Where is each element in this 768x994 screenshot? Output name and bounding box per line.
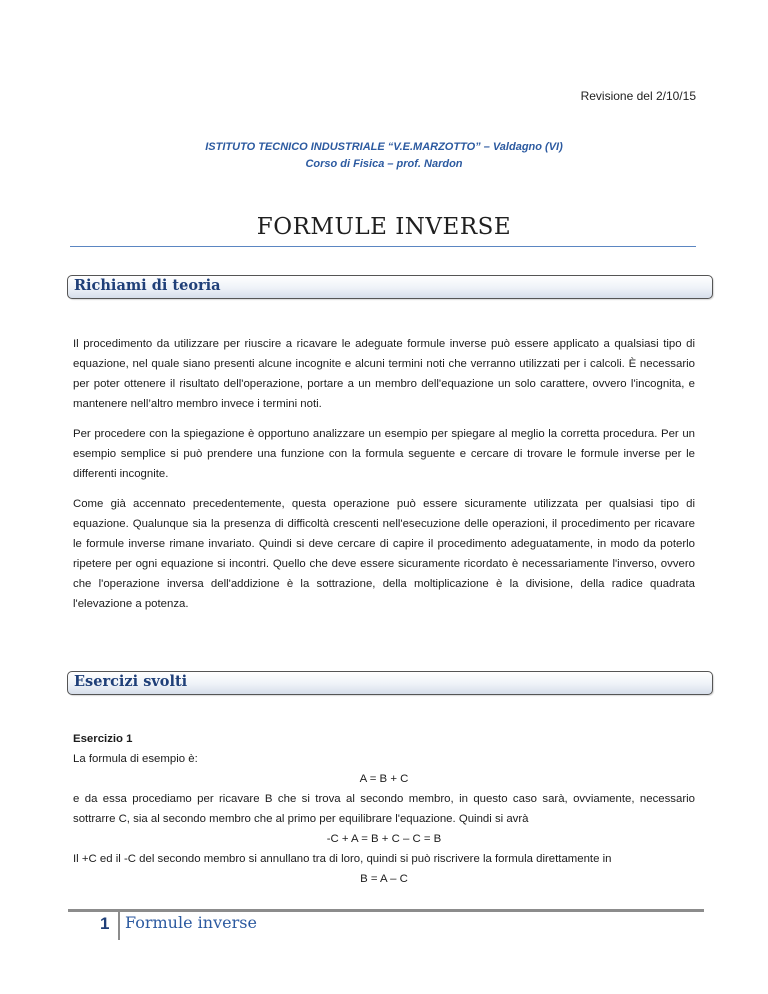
exercise-text-2: Il +C ed il -C del secondo membro si annullano tra di loro, quindi si può riscrivere la formula direttamente in <box>73 853 612 865</box>
exercise-1 <box>73 729 695 889</box>
section-heading-exercises-label: Esercizi svolti <box>74 673 188 690</box>
page-number: 1 <box>100 914 110 933</box>
course-name: Corso di Fisica – prof. Nardon <box>305 158 463 170</box>
institute-name: ISTITUTO TECNICO INDUSTRIALE “V.E.MARZOTTO” – Valdagno (VI) <box>205 141 563 153</box>
footer-title: Formule inverse <box>125 913 257 932</box>
exercise-text-1: e da essa procediamo per ricavare B che si trova al secondo membro, in questo caso sarà, ovviamente, necessario sottrarre C, sia al secondo membro che al primo per equilibrare l'equazione. Quindi si avrà <box>73 793 695 825</box>
theory-paragraph-3: Come già accennato precedentemente, questa operazione può essere sicuramente utilizzata per qualsiasi tipo di equazione. Qualunque sia la presenza di difficoltà crescenti nell'esecuzione delle operazioni, il procedimento per ricavare le formule inverse rimane invariato. Quindi si deve cercare di capire il procedimento adeguatamente, in modo da poterlo ripetere per ogni equazione si incontri. Quello che deve essere sicuramente ricordato è necessariamente l'inverso, ovvero che l'operazione inversa dell'addizione è la sottrazione, della moltiplicazione è la divisione, della radice quadrata l'elevazione a potenza. <box>73 498 695 610</box>
institute-header <box>0 139 768 173</box>
exercise-label: Esercizio 1 <box>73 733 133 745</box>
footer-rule <box>68 909 704 912</box>
revision-date: Revisione del 2/10/15 <box>580 89 696 103</box>
document-title: FORMULE INVERSE <box>256 214 512 240</box>
formula-3: B = A – C <box>360 873 408 885</box>
exercise-intro: La formula di esempio è: <box>73 753 198 765</box>
formula-2: -C + A = B + C – C = B <box>326 833 442 845</box>
section-heading-theory <box>67 275 713 299</box>
section-heading-exercises <box>67 671 713 695</box>
theory-paragraph-1: Il procedimento da utilizzare per riuscire a ricavare le adeguate formule inverse può essere applicato a qualsiasi tipo di equazione, nel quale siano presenti alcune incognite e alcuni termini noti che verranno utilizzati per i calcoli. È necessario per poter ottenere il risultato dell'operazione, portare a un membro dell'equazione un solo carattere, ovvero l'incognita, e mantenere nell’altro membro invece i termini noti. <box>73 338 695 410</box>
footer-separator <box>118 912 120 940</box>
section-heading-theory-label: Richiami di teoria <box>74 277 221 294</box>
theory-paragraph-2: Per procedere con la spiegazione è opportuno analizzare un esempio per spiegare al meglio la corretta procedura. Per un esempio semplice si può prendere una funzione con la formula seguente e cercare di trovare le formule inverse per le differenti incognite. <box>73 428 695 480</box>
title-underline <box>70 246 696 247</box>
formula-1: A = B + C <box>359 773 409 785</box>
